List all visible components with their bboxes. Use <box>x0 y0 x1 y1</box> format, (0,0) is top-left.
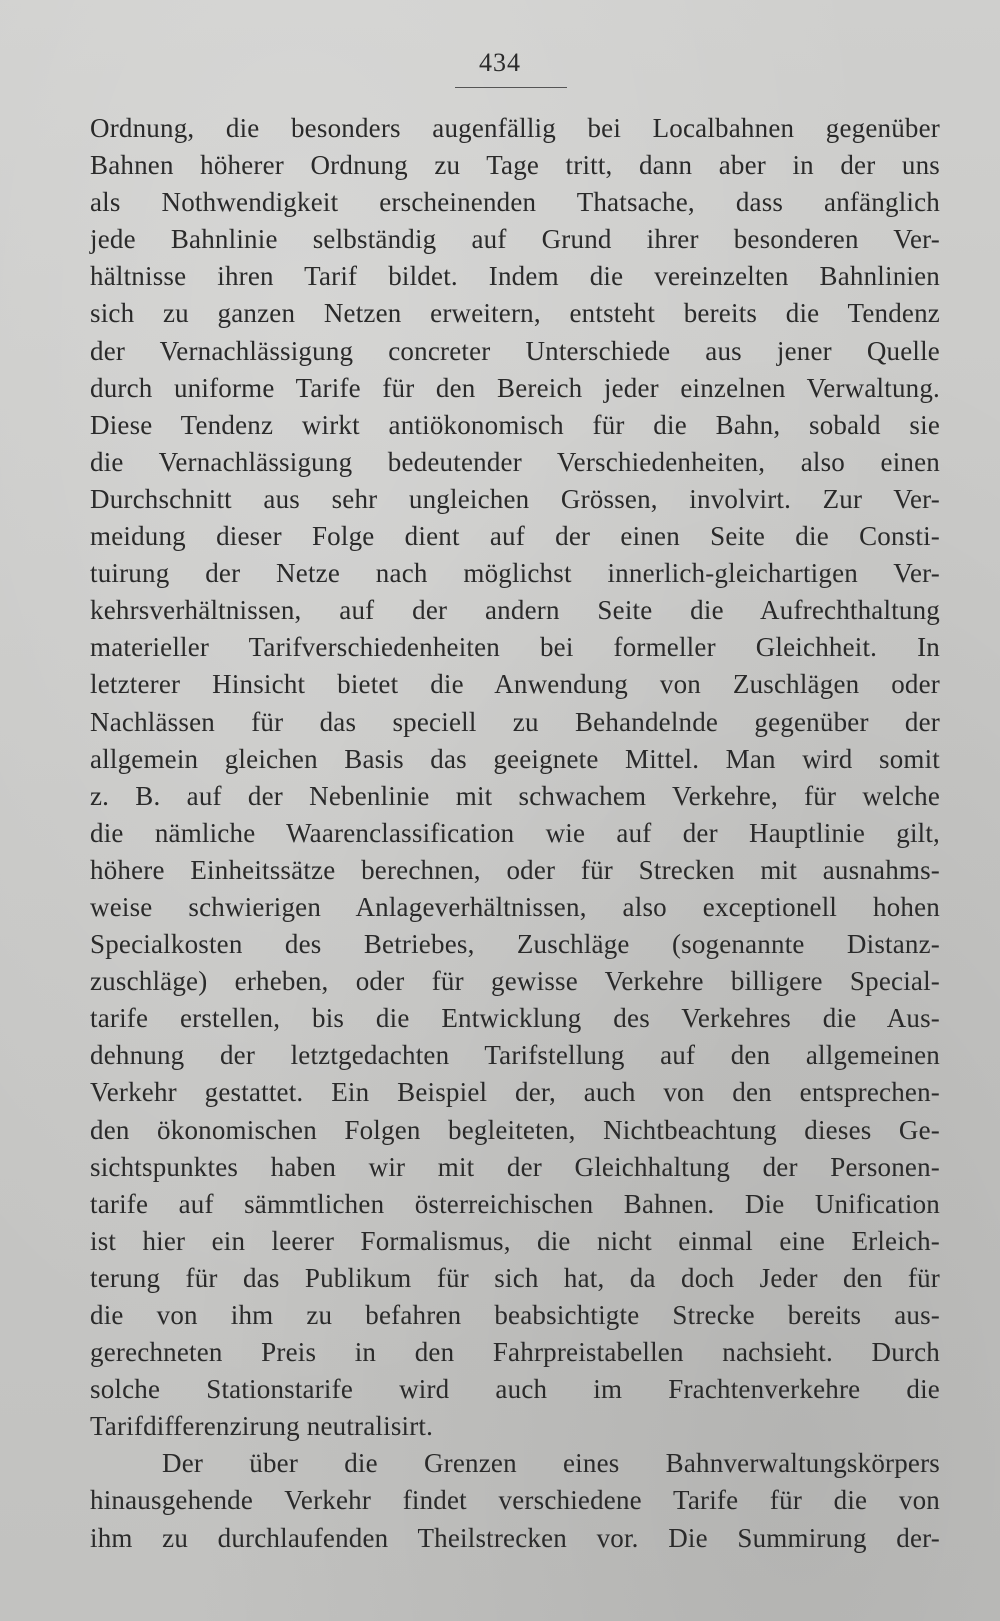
header-rule <box>455 87 567 88</box>
text-line: hinausgehende Verkehr findet verschiedene Tarife für die von <box>90 1485 940 1516</box>
text-line: den ökonomischen Folgen begleiteten, Nichtbeachtung dieses Ge- <box>90 1114 940 1145</box>
text-line: Durchschnitt aus sehr ungleichen Grössen, involvirt. Zur Ver- <box>90 483 940 514</box>
text-line: gerechneten Preis in den Fahrpreistabellen nachsieht. Durch <box>90 1337 940 1368</box>
text-line: materieller Tarifverschiedenheiten bei formeller Gleichheit. In <box>90 632 940 663</box>
text-line: letzterer Hinsicht bietet die Anwendung von Zuschlägen oder <box>90 669 940 700</box>
text-line: Verkehr gestattet. Ein Beispiel der, auch von den entsprechen- <box>90 1077 940 1108</box>
text-line: tarife auf sämmtlichen österreichischen Bahnen. Die Unification <box>90 1188 940 1219</box>
body-text <box>90 110 940 1557</box>
text-line: dehnung der letztgedachten Tarifstellung auf den allgemeinen <box>90 1040 940 1071</box>
text-line: die von ihm zu befahren beabsichtigte Strecke bereits aus- <box>90 1300 940 1330</box>
text-line: solche Stationstarife wird auch im Frachtenverkehre die <box>90 1374 940 1405</box>
text-line: höhere Einheitssätze berechnen, oder für Strecken mit ausnahms- <box>90 854 940 885</box>
text-line: meidung dieser Folge dient auf der einen Seite die Consti- <box>90 521 940 552</box>
text-line: ihm zu durchlaufenden Theilstrecken vor. Die Summirung der- <box>90 1522 940 1553</box>
text-line: die nämliche Waarenclassification wie auf der Hauptlinie gilt, <box>90 817 940 848</box>
text-line: Ordnung, die besonders augenfällig bei Localbahnen gegenüber <box>90 113 940 143</box>
text-line: terung für das Publikum für sich hat, da doch Jeder den für <box>90 1262 940 1293</box>
text-line: Specialkosten des Betriebes, Zuschläge (sogenannte Distanz- <box>90 929 940 960</box>
text-line: jede Bahnlinie selbständig auf Grund ihrer besonderen Ver- <box>90 224 940 255</box>
text-line: kehrsverhältnissen, auf der andern Seite die Aufrechthaltung <box>90 595 940 626</box>
text-line: tuirung der Netze nach möglichst innerlich-gleichartigen Ver- <box>90 558 940 589</box>
paragraph-start-line: Der über die Grenzen eines Bahnverwaltungskörpers <box>162 1448 940 1479</box>
text-line: der Vernachlässigung concreter Unterschiede aus jener Quelle <box>90 335 940 366</box>
text-line: als Nothwendigkeit erscheinenden Thatsache, dass anfänglich <box>90 187 940 218</box>
text-line: weise schwierigen Anlageverhältnissen, also exceptionell hohen <box>90 891 940 922</box>
text-line: zuschläge) erheben, oder für gewisse Verkehre billigere Special- <box>90 966 940 997</box>
text-line: ist hier ein leerer Formalismus, die nicht einmal eine Erleich- <box>90 1225 940 1256</box>
paragraph-end-line: Tarifdifferenzirung neutralisirt. <box>90 1411 434 1442</box>
text-line: durch uniforme Tarife für den Bereich jeder einzelnen Verwaltung. <box>90 372 940 403</box>
text-line: tarife erstellen, bis die Entwicklung des Verkehres die Aus- <box>90 1003 940 1034</box>
text-line: die Vernachlässigung bedeutender Verschiedenheiten, also einen <box>90 446 940 477</box>
text-line: sichtspunktes haben wir mit der Gleichhaltung der Personen- <box>90 1151 940 1182</box>
text-line: Bahnen höherer Ordnung zu Tage tritt, dann aber in der uns <box>90 150 940 181</box>
text-line: sich zu ganzen Netzen erweitern, entsteht bereits die Tendenz <box>90 298 940 329</box>
text-line: hältnisse ihren Tarif bildet. Indem die vereinzelten Bahnlinien <box>90 261 940 292</box>
text-line: Diese Tendenz wirkt antiökonomisch für die Bahn, sobald sie <box>90 409 940 440</box>
text-line: allgemein gleichen Basis das geeignete Mittel. Man wird somit <box>90 743 940 774</box>
page-number: 434 <box>479 48 521 77</box>
text-line: z. B. auf der Nebenlinie mit schwachem Verkehre, für welche <box>90 780 940 811</box>
text-line: Nachlässen für das speciell zu Behandelnde gegenüber der <box>90 706 940 737</box>
